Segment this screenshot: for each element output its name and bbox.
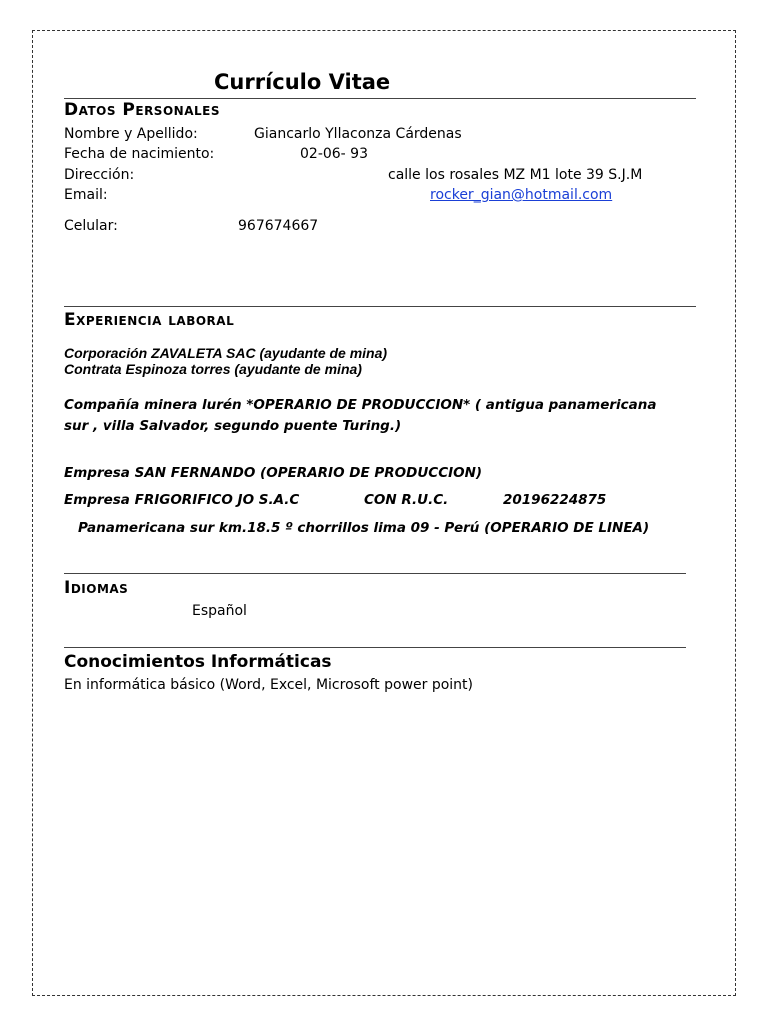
experience-line: Empresa SAN FERNANDO (OPERARIO DE PRODUCCION) [64,465,483,481]
experience-line: Panamericana sur km.18.5 º chorrillos lima 09 - Perú (OPERARIO DE LINEA) [78,520,650,536]
experience-company: Empresa FRIGORIFICO JO S.A.C [64,492,300,508]
phone-label: Celular: [64,218,118,234]
name-value: Giancarlo Yllaconza Cárdenas [254,126,462,142]
section-heading-languages: Idiomas [64,578,129,598]
divider [64,647,686,648]
divider [64,306,696,307]
address-label: Dirección: [64,167,135,183]
experience-line: Contrata Espinoza torres (ayudante de mina) [64,361,362,377]
email-label: Email: [64,187,108,203]
birth-value: 02-06- 93 [300,146,368,162]
computing-value: En informática básico (Word, Excel, Microsoft power point) [64,677,474,693]
section-heading-personal: Datos Personales [64,100,220,120]
experience-ruc-value: 20196224875 [503,492,607,508]
email-link[interactable]: rocker_gian@hotmail.com [430,187,613,203]
experience-line: Compañía minera lurén *OPERARIO DE PRODUCCION* ( antigua panamericana [64,397,657,413]
divider [64,573,686,574]
phone-value: 967674667 [238,218,319,234]
language-value: Español [192,603,247,619]
divider [64,98,696,99]
section-heading-experience: Experiencia laboral [64,310,235,330]
section-heading-computing: Conocimientos Informáticas [64,652,332,672]
experience-ruc-label: CON R.U.C. [364,492,449,508]
name-label: Nombre y Apellido: [64,126,198,142]
birth-label: Fecha de nacimiento: [64,146,215,162]
experience-line: Corporación ZAVALETA SAC (ayudante de mina) [64,345,388,361]
experience-line: sur , villa Salvador, segundo puente Turing.) [64,418,402,434]
document-title: Currículo Vitae [214,70,391,94]
address-value: calle los rosales MZ M1 lote 39 S.J.M [388,167,643,183]
